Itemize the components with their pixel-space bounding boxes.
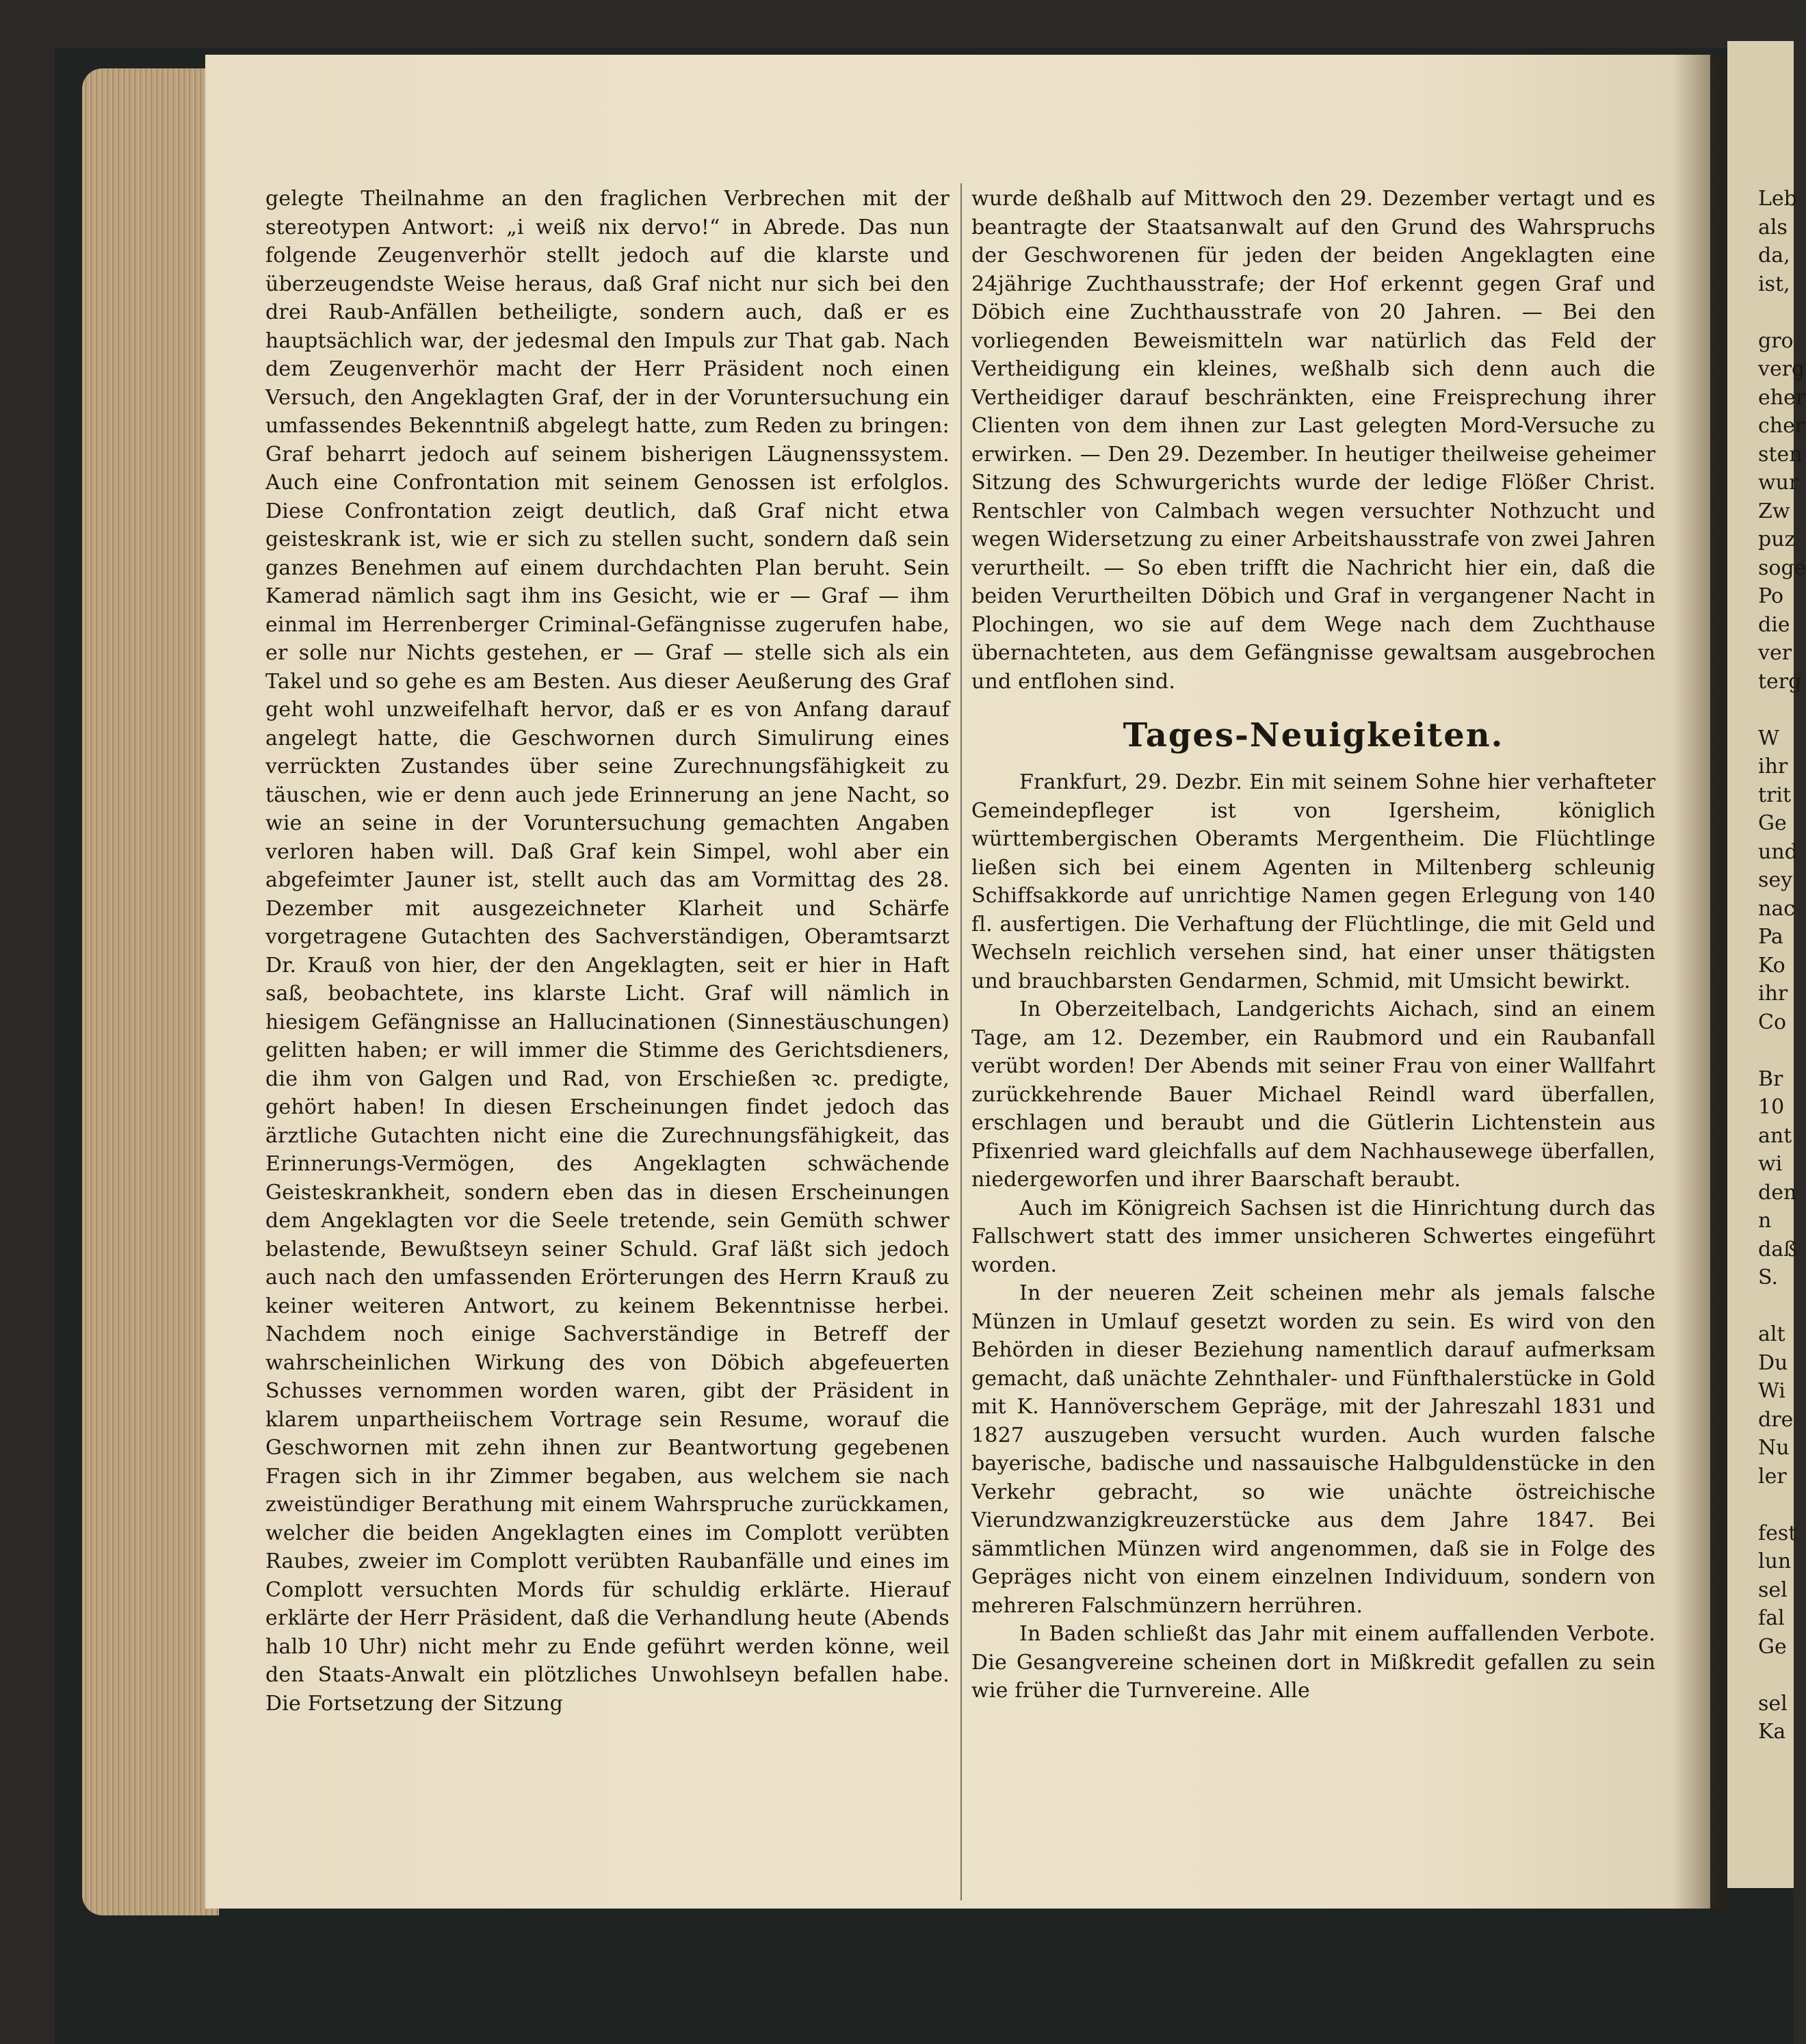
next-page-fragment <box>1758 1661 1794 1690</box>
paragraph: Auch im Königreich Sachsen ist die Hinrichtung durch das Fallschwert statt des immer unsicheren Schwertes eingeführt worden. <box>971 1196 1656 1277</box>
next-page-fragment: Pa <box>1758 925 1783 949</box>
next-page-fragment: daß <box>1758 1237 1798 1261</box>
next-page-fragment: ihr <box>1758 982 1788 1006</box>
section-heading: Tages-Neuigkeiten. <box>1123 716 1504 755</box>
next-page-fragment: puz <box>1758 527 1796 551</box>
paragraph: wurde deßhalb auf Mittwoch den 29. Dezember vertagt und es beantragte der Staatsanwalt auf den Grund des Wahrspruchs der Geschworenen für jeden der beiden Angeklagten eine 24jährige Zuchthausstrafe; der Hof erkennt gegen Graf und Döbich eine Zuchthausstrafe von 20 Jahren. — Bei den vorliegenden Beweismitteln war natürlich das Feld der Vertheidigung ein kleines, weßhalb sich denn auch die Vertheidiger darauf beschränkten, eine Freisprechung ihrer Clienten von dem ihnen zur Last gelegten Mord-Versuche zu erwirken. — Den 29. Dezember. In heutiger theilweise geheimer Sitzung des Schwurgerichts wurde der ledige Flößer Christ. Rentschler von Calmbach wegen versuchter Nothzucht und wegen Widersetzung zu einer Arbeitshausstrafe von zwei Jahren verurtheilt. — So eben trifft die Nachricht hier ein, daß die beiden Verurtheilten Döbich und Graf in vergangener Nacht in Plochingen, wo sie auf dem Wege nach dem Zuchthause übernachteten, aus dem Gefängnisse gewaltsam ausgebrochen und entflohen sind. <box>971 187 1656 694</box>
next-page-fragment <box>1758 696 1794 724</box>
next-page-fragment: trit <box>1758 783 1792 807</box>
next-page-fragment: gro <box>1758 328 1794 353</box>
next-page-fragment: ant <box>1758 1123 1792 1148</box>
next-page-fragment: 10 <box>1758 1095 1785 1119</box>
next-page-fragment: lun <box>1758 1549 1792 1573</box>
next-page-fragment <box>1758 1036 1794 1065</box>
next-page-fragment: eher <box>1758 385 1806 410</box>
next-page-fragment: Du <box>1758 1350 1788 1375</box>
column-right <box>971 185 1656 1705</box>
next-page-fragment: dre <box>1758 1407 1794 1432</box>
next-page-fragment: wi <box>1758 1152 1783 1176</box>
page-gutter-shadow <box>1673 55 1727 1909</box>
next-page-text-fragments <box>1758 185 1806 1746</box>
next-page-fragment <box>1758 298 1794 327</box>
next-page-fragment: ler <box>1758 1464 1787 1489</box>
next-page-fragment: da, <box>1758 244 1790 267</box>
next-page-fragment: Ka <box>1758 1720 1786 1744</box>
next-page-fragment: Ko <box>1758 953 1785 978</box>
next-page-fragment: Br <box>1758 1066 1783 1091</box>
next-page-fragment: Ge <box>1758 811 1787 835</box>
next-page-fragment: S. <box>1758 1266 1779 1289</box>
paragraph: In Oberzeitelbach, Landgerichts Aichach, sind an einem Tage, am 12. Dezember, ein Raubmord und ein Raubanfall verübt worden! Der Abends mit seiner Frau von einer Wallfahrt zurückkehrende Bauer Michael Reindl ward überfallen, erschlagen und beraubt und die Gütlerin Lichtenstein aus Pfixenried ward gleichfalls auf dem Nachhausewege überfallen, niedergeworfen und ihrer Baarschaft beraubt. <box>971 997 1656 1192</box>
next-page-fragment: wur <box>1758 471 1799 495</box>
next-page-fragment: Ge <box>1758 1634 1787 1659</box>
paragraph: In der neueren Zeit scheinen mehr als jemals falsche Münzen in Umlauf gesetzt worden zu sein. Es wird von den Behörden in dieser Beziehung namentlich darauf aufmerksam gemacht, daß unächte Zehnthaler- und Fünfthalerstücke in Gold mit K. Hannöverschem Gepräge, mit der Jahreszahl 1831 und 1827 auszugeben versucht wurden. Auch wurden falsche bayerische, badische und nassauische Halbguldenstücke in den Verkehr gebracht, so wie unächte östreichische Vierundzwanzigkreuzerstücke aus dem Jahre 1847. Bei sämmtlichen Münzen wird angenommen, daß sie in Folge des Gepräges nicht von einem einzelnen Individuum, sondern von mehreren Falschmünzern herrühren. <box>971 1281 1656 1618</box>
next-page-fragment: ver <box>1758 641 1792 665</box>
next-page-fragment: cher <box>1758 414 1805 438</box>
next-page-fragment: fal <box>1758 1606 1785 1630</box>
paragraph: gelegte Theilnahme an den fraglichen Verbrechen mit der stereotypen Antwort: „i weiß nix dervo!“ in Abrede. Das nun folgende Zeugenverhör stellt jedoch auf die klarste und überzeugendste Weise heraus, daß Graf nicht nur sich bei den drei Raub-Anfällen betheiligte, sondern auch, daß er es hauptsächlich war, der jedesmal den Impuls zur That gab. Nach dem Zeugenverhör macht der Herr Präsident noch einen Versuch, den Angeklagten Graf, der in der Voruntersuchung ein umfassendes Bekenntniß abgelegt hatte, zum Reden zu bringen: Graf beharrt jedoch auf seinem bisherigen Läugnenssystem. Auch eine Confrontation mit seinem Genossen ist erfolglos. Diese Confrontation zeigt deutlich, daß Graf nicht etwa geisteskrank ist, wie er sich zu stellen sucht, sondern daß sein ganzes Benehmen auf einem durchdachten Plan beruht. Sein Kamerad nämlich sagt ihm ins Gesicht, wie er — Graf — ihm einmal im Herrenberger Criminal-Gefängnisse zugerufen habe, er solle nur Nichts gestehen, er — Graf — stelle sich als ein Takel und so gehe es am Besten. Aus dieser Aeußerung des Graf geht wohl unzweifelhaft hervor, daß er es von Anfang darauf angelegt hatte, die Geschwornen durch Simulirung eines verrückten Zustandes über seine Zurechnungsfähigkeit zu täuschen, wie er denn auch jede Erinnerung an jene Nacht, so wie an seine in der Voruntersuchung gemachten Angaben verloren haben will. Daß Graf kein Simpel, wohl aber ein abgefeimter Jauner ist, stellt auch das am Vormittag des 28. Dezember mit ausgezeichneter Klarheit und Schärfe vorgetragene Gutachten des Sachverständigen, Oberamtsarzt Dr. Krauß von hier, der den Angeklagten, seit er hier in Haft saß, beobachtete, ins klarste Licht. Graf will nämlich in hiesigem Gefängnisse an Hallucinationen (Sinnestäuschungen) gelitten haben; er will immer die Stimme des Gerichtsdieners, die ihm von Galgen und Rad, von Erschießen ꝛc. predigte, gehört haben! In diesen Erscheinungen findet jedoch das ärztliche Gutachten nicht eine die Zurechnungsfähigkeit, das Erinnerungs-Vermögen, des Angeklagten schwächende Geisteskrankheit, sondern eben das in diesen Erscheinungen dem Angeklagten vor die Seele tretende, sein Gemüth schwer belastende, Bewußtseyn seiner Schuld. Graf läßt sich jedoch auch nach den umfassenden Erörterungen des Herrn Krauß zu keiner weiteren Antwort, zu keinem Bekenntnisse herbei. Nachdem noch einige Sachverständige in Betreff der wahrscheinlichen Wirkung des von Döbich abgefeuerten Schusses vernommen worden waren, gibt der Präsident in klarem unpartheiischem Vortrage sein Resume, worauf die Geschwornen mit zehn ihnen zur Beantwortung gegebenen Fragen sich in ihr Zimmer begaben, aus welchem sie nach zweistündiger Berathung mit einem Wahrspruche zurückkamen, welcher die beiden Angeklagten eines im Complott verübten Raubes, zweier im Complott verübten Raubanfälle und eines im Complott versuchten Mords für schuldig erklärte. Hierauf erklärte der Herr Präsident, daß die Verhandlung heute (Abends halb 10 Uhr) nicht mehr zu Ende geführt werden könne, weil den Staats-Anwalt ein plötzliches Unwohlseyn befallen habe. Die Fortsetzung der Sitzung <box>265 187 950 1716</box>
column-left <box>265 185 950 1718</box>
paragraph: In Baden schließt das Jahr mit einem auffallenden Verbote. Die Gesangvereine scheinen dort in Mißkredit gefallen zu sein wie früher die Turnvereine. Alle <box>971 1622 1656 1703</box>
next-page-fragment: soge <box>1758 555 1806 580</box>
next-page-fragment: W <box>1758 726 1779 750</box>
next-page-fragment: fest <box>1758 1521 1797 1545</box>
next-page-fragment: Co <box>1758 1010 1787 1034</box>
column-divider <box>960 183 962 1900</box>
next-page-fragment: Wi <box>1758 1379 1785 1403</box>
next-page-fragment: als <box>1758 215 1788 239</box>
next-page-fragment: sey <box>1758 868 1793 892</box>
next-page-fragment: alt <box>1758 1322 1785 1346</box>
next-page-fragment: sten <box>1758 442 1803 467</box>
paragraph: Frankfurt, 29. Dezbr. Ein mit seinem Sohne hier verhafteter Gemeindepfleger ist von Igersheim, königlich württembergischen Oberamts Mergentheim. Die Flüchtlinge ließen sich bei einem Agenten in Miltenberg schleunig Schiffsakkorde auf unrichtige Namen gegen Erlegung von 140 fl. ausfertigen. Die Verhaftung der Flüchtlinge, die mit Geld und Wechseln reichlich versehen sind, hat einer unser thätigsten und brauchbarsten Gendarmen, Schmid, mit Umsicht bewirkt. <box>971 770 1656 993</box>
next-page-fragment: ihr <box>1758 755 1788 778</box>
next-page-fragment: Po <box>1758 584 1784 608</box>
next-page-fragment: sel <box>1758 1691 1788 1716</box>
page-edges <box>82 68 219 1915</box>
next-page-fragment: n <box>1758 1209 1772 1233</box>
next-page-fragment: verg <box>1758 357 1805 381</box>
next-page-fragment: nac <box>1758 896 1796 921</box>
next-page-fragment: sel <box>1758 1577 1788 1602</box>
next-page-fragment: und <box>1758 839 1798 864</box>
next-page-fragment: terg <box>1758 669 1802 694</box>
next-page-fragment: Leb <box>1758 187 1797 211</box>
next-page-fragment <box>1758 1292 1794 1321</box>
next-page-fragment: Zw <box>1758 499 1790 523</box>
next-page-fragment <box>1758 1491 1794 1519</box>
next-page-fragment: ist, <box>1758 272 1790 296</box>
next-page-fragment: Nu <box>1758 1436 1790 1460</box>
next-page-fragment: den <box>1758 1180 1797 1205</box>
next-page-fragment: die <box>1758 612 1790 637</box>
